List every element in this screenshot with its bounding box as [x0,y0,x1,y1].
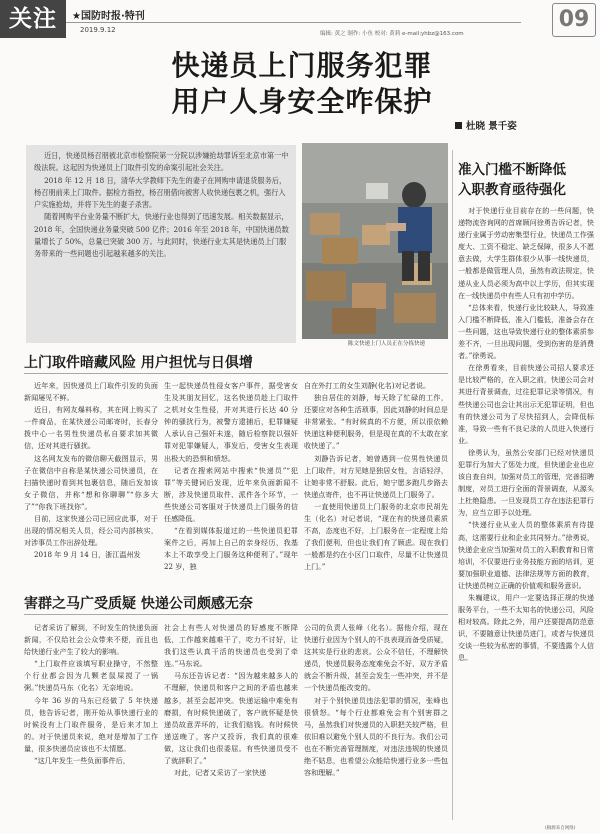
page-number: 09 [552,3,596,37]
section-rule [24,614,448,615]
section-2-column-2 [164,622,298,822]
photo-caption: 陈文快递上门人员正在分拣快递 [348,341,426,347]
paragraph: 独自居住的刘静，每天除了忙碌的工作，还要应对各种生活琐事，因此刘静的时间总是非常紧张。“有时候真的不方便，所以很依赖快递这种便利服务，但是现在真的不太敢在家收快递了。” [304,393,448,451]
paragraph: 记者采访了解到，不时发生的快递负面新闻，不仅给社会公众带来不便，而且也给快递行业产生了较大的影响。 [24,623,158,657]
paragraph: 公司的负责人张峰（化名）。据他介绍，现在快递行业因为个别人的不良表现而备受质疑，这其实是行业的悲哀。公众不信任，不理解快递员，快递员服务态度难免会不好，双方矛盾就会不断升级，甚至会发生一些冲突，并不是一个快递员能改变的。 [304,623,448,693]
paragraph: 社会上有些人对快递员的好感度不断降低，工作越来越难干了，吃力不讨好，让我们这些认真干活的快递员也受到了牵连。”马东说。 [164,623,298,669]
sidebar-heading [458,160,598,200]
section-heading-2: 害群之马广受质疑 快递公司颇感无奈 [24,596,253,612]
byline-text: 杜晓 景千姿 [466,121,517,132]
paper-name: ★国防时报·特刊 [72,11,145,22]
sidebar-paragraph: 朱巍建议，用户一定要选择正规的快递服务平台，一些不太知名的快递公司，风险相对较高。除此之外，用户还要提高防范意识，不要随意让快递员进门，或者与快递员交谈一些较为私密的事情，不要透露个人信息。 [458,593,594,663]
sidebar-body [458,205,594,820]
paragraph: 今年 36 岁的马东已经做了 5 年快递员，他告诉记者，刚开始从事快递行业的时候没有上门取件服务，是后来才加上的。对于快递员来说，绝对是增加了工作量，很多快递员应该也不太情愿。 [24,695,158,753]
sidebar-paragraph: “快递行业从业人员的整体素质有待提高，这需要行业和企业共同努力。”徐勇说，快递企业应当加强对员工的入职教育和日常培训，不仅要进行业务技能方面的培训，更要加强职业道德、法律法规等方面的教育，让快递员树立正确的价值观和服务意识。 [458,520,594,590]
section-1-column-2 [164,380,298,580]
byline-square-icon [455,122,462,129]
section-1-column-1 [24,380,158,580]
sidebar-paragraph: 在徐勇看来，目前快递公司招人要求还是比较严格的，在入职之前，快递公司会对其进行背景调查，过往犯罪记录等情况，有些快递公司也会让其出示无犯罪证明，但也有的快递公司为了尽快招到人，会降低标准，导致一些有不良记录的人员进入快递行业。 [458,363,594,445]
section-1-column-3 [304,380,448,580]
section-2-column-1 [24,622,158,822]
lead-paragraph: 随着网购平台业务量不断扩大，快递行业也得到了迅速发展。相关数据显示，2018 年，全国快递业务量突破 500 亿件；2016 年至 2018 年，中国快递员数量增长了 50%，总量已突破 300 万。与此同时，快递行业太其是快递员上门服务带来的一些问题也引起越来越多的关注。 [34,212,289,259]
column-divider [452,150,453,820]
lead-paragraph: 2018 年 12 月 18 日，清华大学教师下先生的妻子在网购申请退货服务后，杨召朋前来上门取件。据检方指控，杨召朋借向被害人收快递包裹之机，强行入户实施抢劫，并将下先生的妻子杀害。 [34,175,287,210]
title-line-1: 快递员上门服务犯罪 [171,49,433,82]
courier-photo [302,143,448,339]
paragraph: 近年来，因快递员上门取件引发的负面新闻屡见不鲜。 [24,381,158,403]
section-rule [24,373,448,374]
paragraph: 马东还告诉记者：“因为越来越多人的不理解，快递员和客户之间的矛盾也越来越多，甚至会起冲突。快递运输中难免有磨损，有时候快递破了，客户就怀疑是快递员故意弄坏的，让我们赔钱。有时候快递送晚了，客户又投诉，我们真的很难做，这让我们也很委屈。有些快递员受不了就辞职了。” [164,671,298,766]
section-heading-1: 上门取件暗藏风险 用户担忧与日俱增 [24,355,253,371]
sidebar-paragraph: “总体来看，快递行业比较缺人，导致准入门槛不断降低，准入门槛低，准备会存在一些问题，这也导致快递行业的整体素质参差不齐，一旦出现问题，受到伤害的是消费者。”徐勇说。 [458,302,594,361]
source-note: (稿源来自网络) [545,826,576,831]
issue-date: 2019.9.12 [80,26,116,34]
paragraph: 这名网友发布的微信聊天截图显示，男子在微信中自称是某快递公司快递员，在扫描快递时看到其包裹信息，随后发加该女子微信，并称“想和你聊聊”“你多大了”“你我下班找你”。 [24,453,158,511]
paragraph: “在看到媒体报道过的一些快递员犯罪案件之后，再加上自己的亲身经历，我基本上不敢享受上门服务这种便利了。”现年 22 岁，独 [164,526,298,572]
byline [455,118,517,132]
lead-text [34,150,290,261]
paragraph: 2018 年 9 月 14 日，浙江温州发 [33,550,141,560]
paragraph: 一直使用快递员上门服务的北京市民胡先生（化名）对记者说，“现在有的快递员素质不高，态度也不好，上门服务在一定程度上给了我们便利，但也让我们有了顾虑。现在我们一般都是约在小区门口取件，尽量不让快递员上门。” [304,501,448,572]
editor-credits: 编辑: 黄之 制作: 小鱼 校对: 黄莉 e-mail:yhbz@163.com [320,31,464,37]
paragraph: 近日，有网友爆料称，其在网上购买了一件商品，在某快递公司邮寄时，长春分拨中心一名男性快递员私自要求加其微信，还对其进行骚扰。 [24,405,158,451]
title-line-2: 用户人身安全咋保护 [171,85,433,118]
paragraph: 记者在搜索网站中搜索“快递员”“犯罪”等关键词后发现，近年来负面新闻不断，涉及快递员取件、派件各个环节，一些快递公司客服对于快递员上门服务的信任感降低。 [164,465,298,524]
masthead-rule [66,22,521,23]
lead-paragraph: 近日，快递员杨召朋被北京市检察院第一分院以涉嫌抢劫罪诉至北京市第一中级法院。这起因为快递员上门取件引发的命案引起社会关注。 [34,151,289,173]
paragraph: “这几年发生一些负面事件后， [33,756,130,766]
article-title [112,48,492,120]
sidebar-paragraph: 对于快递行业目前存在的一些问题，快递物流咨询网的首席顾问徐勇告诉记者，快递行业属于劳动密集型行业，快递员工作强度大、工资不稳定、缺乏保障，很多人不愿意去做，大学生群体很少从事一线快递员，一般都是做管理人员，虽然有政法规定，快递从业人员必须为高中以上学历，但其实现在一线快递员中有些人只有初中学历。 [458,206,594,300]
paragraph: 刘静告诉记者，她曾遇到一位男性快递员上门取件，对方见她是独居女性，言语轻浮，让她非常不舒服。此后，她宁愿多跑几步路去快递点寄件，也不再让快递员上门服务了。 [304,453,448,499]
paragraph: 自在外打工的女生刘静(化名)对记者说。 [304,381,431,390]
section-label: 关注 [0,0,66,38]
paragraph: 对此，记者又采访了一家快递 [173,768,267,778]
sidebar-heading-line-1: 准入门槛不断降低 [458,162,566,178]
parcels-illustration-icon [302,143,448,339]
paragraph: 目前，这家快递公司已回应此事，对于出现的情况相关人员，经公司内部核实，对涉事员工作出辞处理。 [24,514,158,548]
sidebar-heading-line-2: 入职教育亟待强化 [458,182,566,198]
paragraph: “上门取件应该填写职业操守，不然整个行业都会因为几颗老鼠屎搅了一锅粥。”快递员马东（化名）无奈地说。 [24,659,158,693]
paragraph: 对于个别快递员违法犯罪的情况，张峰也很愤怒。“每个行业都难免会有个别害群之马，虽然我们对快递员的入职把关较严格，但依旧难以避免个别人员的不良行为。我们公司也在不断完善管理制度，对违法违规的快递员绝不姑息，也希望公众能给快递行业多一些包容和理解。” [304,695,448,778]
paragraph: 生一起快递员性侵女客户事件，据受害女生及其朋友回忆，这名快递员趁上门取件之机对女生性侵，并对其进行长达 40 分钟的骚扰行为，被警方逮捕后，犯罪嫌疑人承认自己强奸未遂，随后检察院以强奸罪对犯罪嫌疑人，事发后，受害女生表现出极大的恐惧和愤怒。 [164,381,298,463]
section-2-column-3 [304,622,448,822]
sidebar-paragraph: 徐勇认为，虽然公安部门已经对快递员犯罪行为加大了惩处力度，但快递企业也应该自查自纠，加强对员工的管理，完善招聘制度，对员工进行全面的背景调查，从源头上杜绝隐患。一旦发现员工存在违法犯罪行为，应当立即予以处理。 [458,447,594,518]
